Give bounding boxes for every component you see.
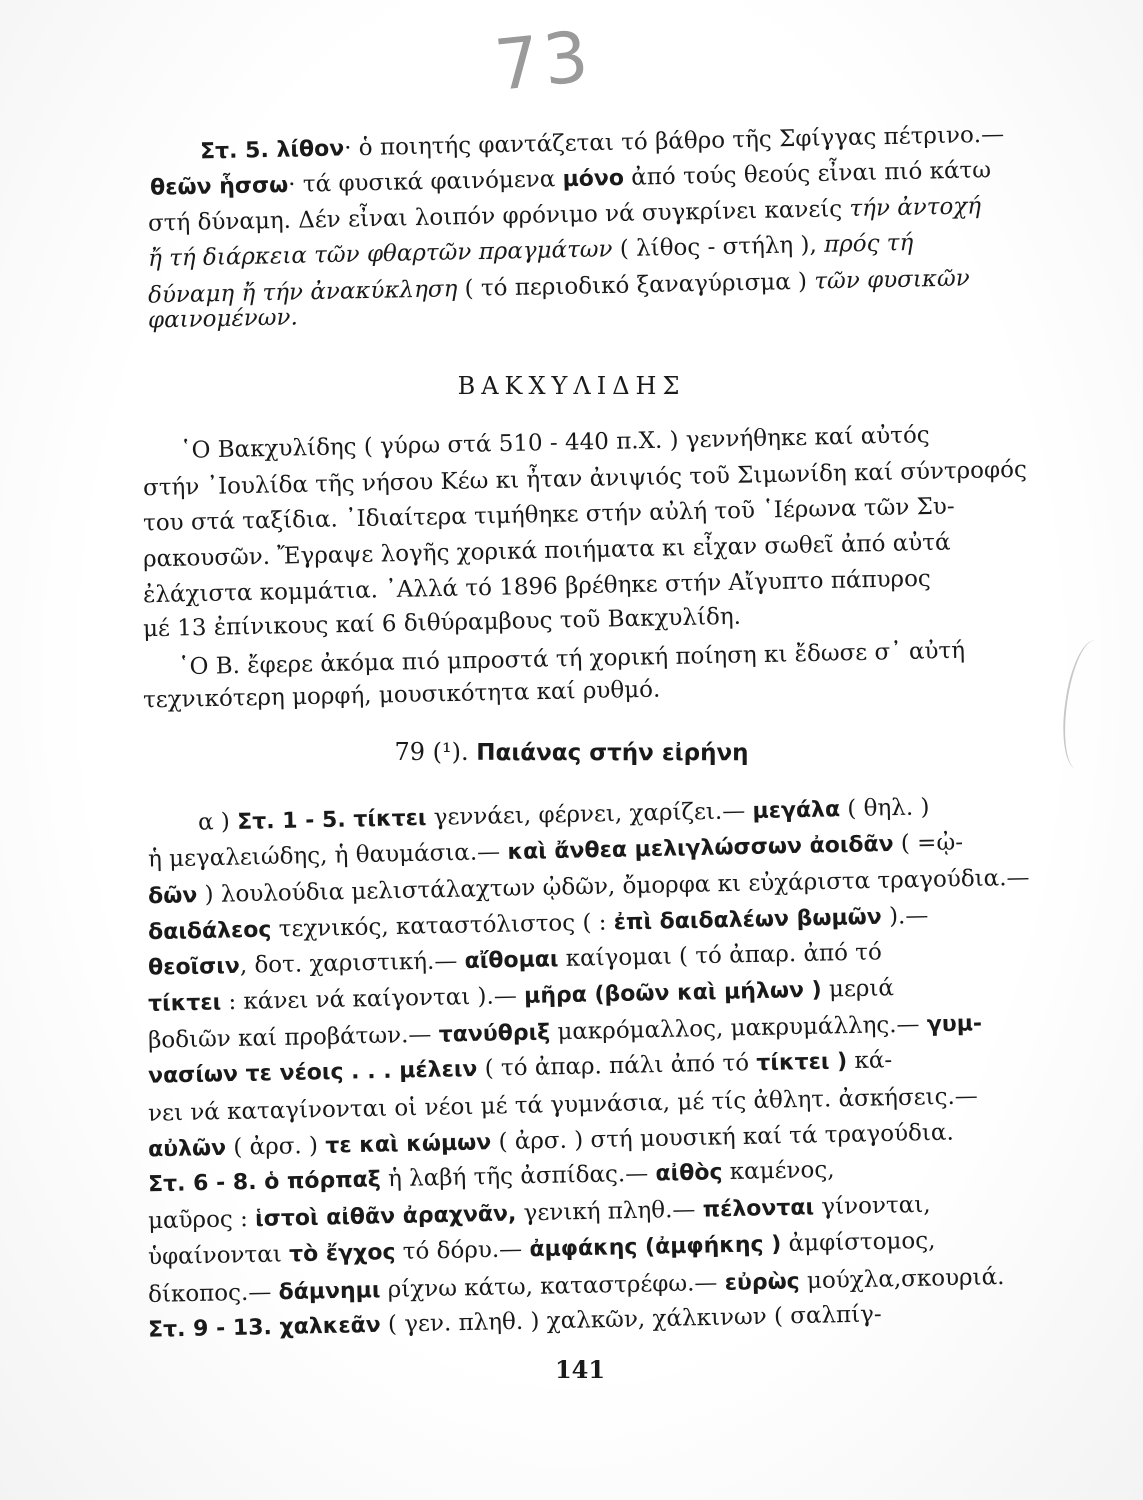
text-line: ῾Ο Β. ἔφερε ἀκόμα πιό μπροστά τή χορική ποίηση κι ἔδωσε σ᾿ αὐτή [177,637,966,681]
text-line: ρακουσῶν. Ἔγραψε λογῆς χορικά ποιήματα κι εἶχαν σωθεῖ ἀπό αὐτά [142,529,951,573]
gloss-text: μαῦρος : [147,1206,256,1235]
gloss-text: κά- [846,1047,893,1075]
bold-term: μῆρα (βοῶν καὶ μήλων ) [523,977,822,1009]
gloss-text: ἀμφίστομος, [781,1228,936,1258]
bold-term: δαιδάλεος [147,917,272,945]
gloss-text: καίγομαι ( τό ἀπαρ. ἀπό τό [558,939,883,972]
text-line: του στά ταξίδια. ᾿Ιδιαίτερα τιμήθηκε στήν αὐλή τοῦ ῾Ιέρωνα τῶν Συ- [142,493,955,537]
gloss-text: βοδιῶν καί προβάτων.— [147,1021,439,1054]
poem-number: 79 (¹). [394,738,469,766]
bold-term: αὐλῶν [147,1135,227,1163]
gloss-text: ἡ λαβή τῆς ἀσπίδας.— [380,1160,656,1193]
bold-term: δάμνημι [278,1277,381,1305]
page-number: 141 [554,1355,606,1384]
gloss-text: νει νά καταγίνονται οἱ νέοι μέ τά γυμνάσια, μέ τίς ἀθλητ. ἀσκήσεις.— [147,1082,979,1127]
gloss-text: ( θηλ. ) [839,794,930,823]
gloss-text: ρίχνω κάτω, καταστρέφω.— [380,1269,725,1303]
gloss-text: καμένος, [722,1156,835,1186]
handwritten-page-annotation: 73 [490,15,597,107]
gloss-text: δίκοπος.— [147,1278,279,1308]
text-line: τεχνικότερη μορφή, μουσικότητα καί ρυθμό. [142,676,661,714]
gloss-text: γενική πληθ.— [516,1196,703,1227]
bold-term: ἀμφάκης (ἀμφήκης ) [529,1232,782,1263]
bold-term: Στ. 6 - 8. ὁ πόρπαξ [147,1167,382,1198]
bold-term: αἰθὸς [655,1160,723,1187]
text-line: μέ 13 ἐπίνικους καί 6 διθύραμβους τοῦ Βακχυλίδη. [142,603,742,643]
bold-term: ἱστοὶ αἰθᾶν ἀραχνᾶν, [254,1201,517,1233]
gloss-text: ( ἀρσ. ) [225,1132,326,1161]
gloss-text: τό δόρυ.— [395,1236,530,1266]
text-line: Στ. 5. λίθον· ὁ ποιητής φαντάζεται τό βάθρο τῆς Σφίγγας πέτρινο.— [199,121,1005,165]
gloss-text: α ) [197,808,238,836]
gloss-text: ) λουλούδια μελιστάλαχτων ᾠδῶν, ὄμορφα κι εὐχάριστα τραγούδια.— [197,865,1030,909]
bold-term: τίκτει ) [756,1049,848,1077]
gloss-text: γίνονται, [813,1191,931,1221]
gloss-text: ὑφαίνονται [147,1241,290,1271]
gloss-text: , δοτ. χαριστική.— [239,947,465,979]
text-line: θεῶν ἧσσω· τά φυσικά φαινόμενα μόνο ἀπό τούς θεούς εἶναι πιό κάτω [149,157,992,201]
gloss-text: γεννάει, φέρνει, χαρίζει.— [426,798,753,831]
gloss-text: μεριά [821,975,895,1003]
gloss-text: ἡ μεγαλειώδης, ἡ θαυμάσια.— [147,839,508,873]
text-line: στή δύναμη. Δέν εἶναι λοιπόν φρόνιμο νά συγκρίνει κανείς τήν ἀντοχή [147,193,982,237]
bold-term: αἴθομαι [464,946,559,974]
gloss-text: τεχνικός, καταστόλιστος ( : [271,909,615,943]
gloss-text: ( =ᾠ- [893,829,964,858]
gloss-text: ( ἀρσ. ) στή μουσική καί τά τραγούδια. [490,1119,955,1156]
text-line: ἤ τή διάρκεια τῶν φθαρτῶν πραγμάτων ( λίθος - στήλη ), πρός τή [147,229,914,273]
poem-heading [0,738,1143,766]
bold-term: εὐρὼς [724,1268,800,1296]
text-line: φαινομένων. [147,304,299,334]
text-line: στήν ᾿Ιουλίδα τῆς νήσου Κέω κι ἦταν ἀνιψιός τοῦ Σιμωνίδη καί σύντροφός [142,456,1028,502]
author-heading: ΒΑΚΧΥΛΙΔΗΣ [457,372,686,400]
text-line: ῾Ο Βακχυλίδης ( γύρω στά 510 - 440 π.Χ. ) γεννήθηκε καί αὐτός [179,422,930,464]
gloss-text: μακρόμαλλος, μακρυμάλλης.— [549,1011,928,1046]
bold-term: γυμ- [926,1011,983,1038]
gloss-text: ( γεν. πληθ. ) χαλκῶν, χάλκινων ( σαλπίγ- [380,1301,882,1338]
bold-term: καὶ ἄνθεα μελιγλώσσων ἀοιδᾶν [507,832,894,866]
bold-term: νασίων τε νέοις . . . μέλειν [147,1057,478,1090]
bold-term: πέλονται [702,1195,815,1223]
bold-term: θεοῖσιν [147,953,241,981]
poem-title: Παιάνας στήν εἰρήνη [476,740,749,766]
text-line: δύναμη ἤ τήν ἀνακύκληση ( τό περιοδικό ξαναγύρισμα ) τῶν φυσικῶν [147,265,970,309]
bold-term: τε καὶ κώμων [325,1130,492,1159]
gloss-text: : κάνει νά καίγονται ).— [220,982,525,1016]
bold-term: δῶν [147,883,198,910]
bold-term: μεγάλα [752,797,841,825]
bold-term: Στ. 1 - 5. τίκτει [236,805,427,835]
text-line: ἐλάχιστα κομμάτια. ᾿Αλλά τό 1896 βρέθηκε στήν Αἴγυπτο πάπυρος [142,565,932,609]
gloss-text: ( τό ἀπαρ. πάλι ἀπό τό [477,1050,757,1083]
bold-term: τίκτει [147,990,222,1017]
gloss-text: μούχλα,σκουριά. [799,1263,1005,1294]
bold-term: τανύθριξ [438,1020,551,1048]
bold-term: Στ. 9 - 13. χαλκεᾶν [147,1312,381,1343]
bold-term: ἐπὶ δαιδαλέων βωμῶν [613,904,883,936]
bold-term: τὸ ἔγχος [288,1240,396,1268]
gloss-text: ).— [881,902,929,930]
